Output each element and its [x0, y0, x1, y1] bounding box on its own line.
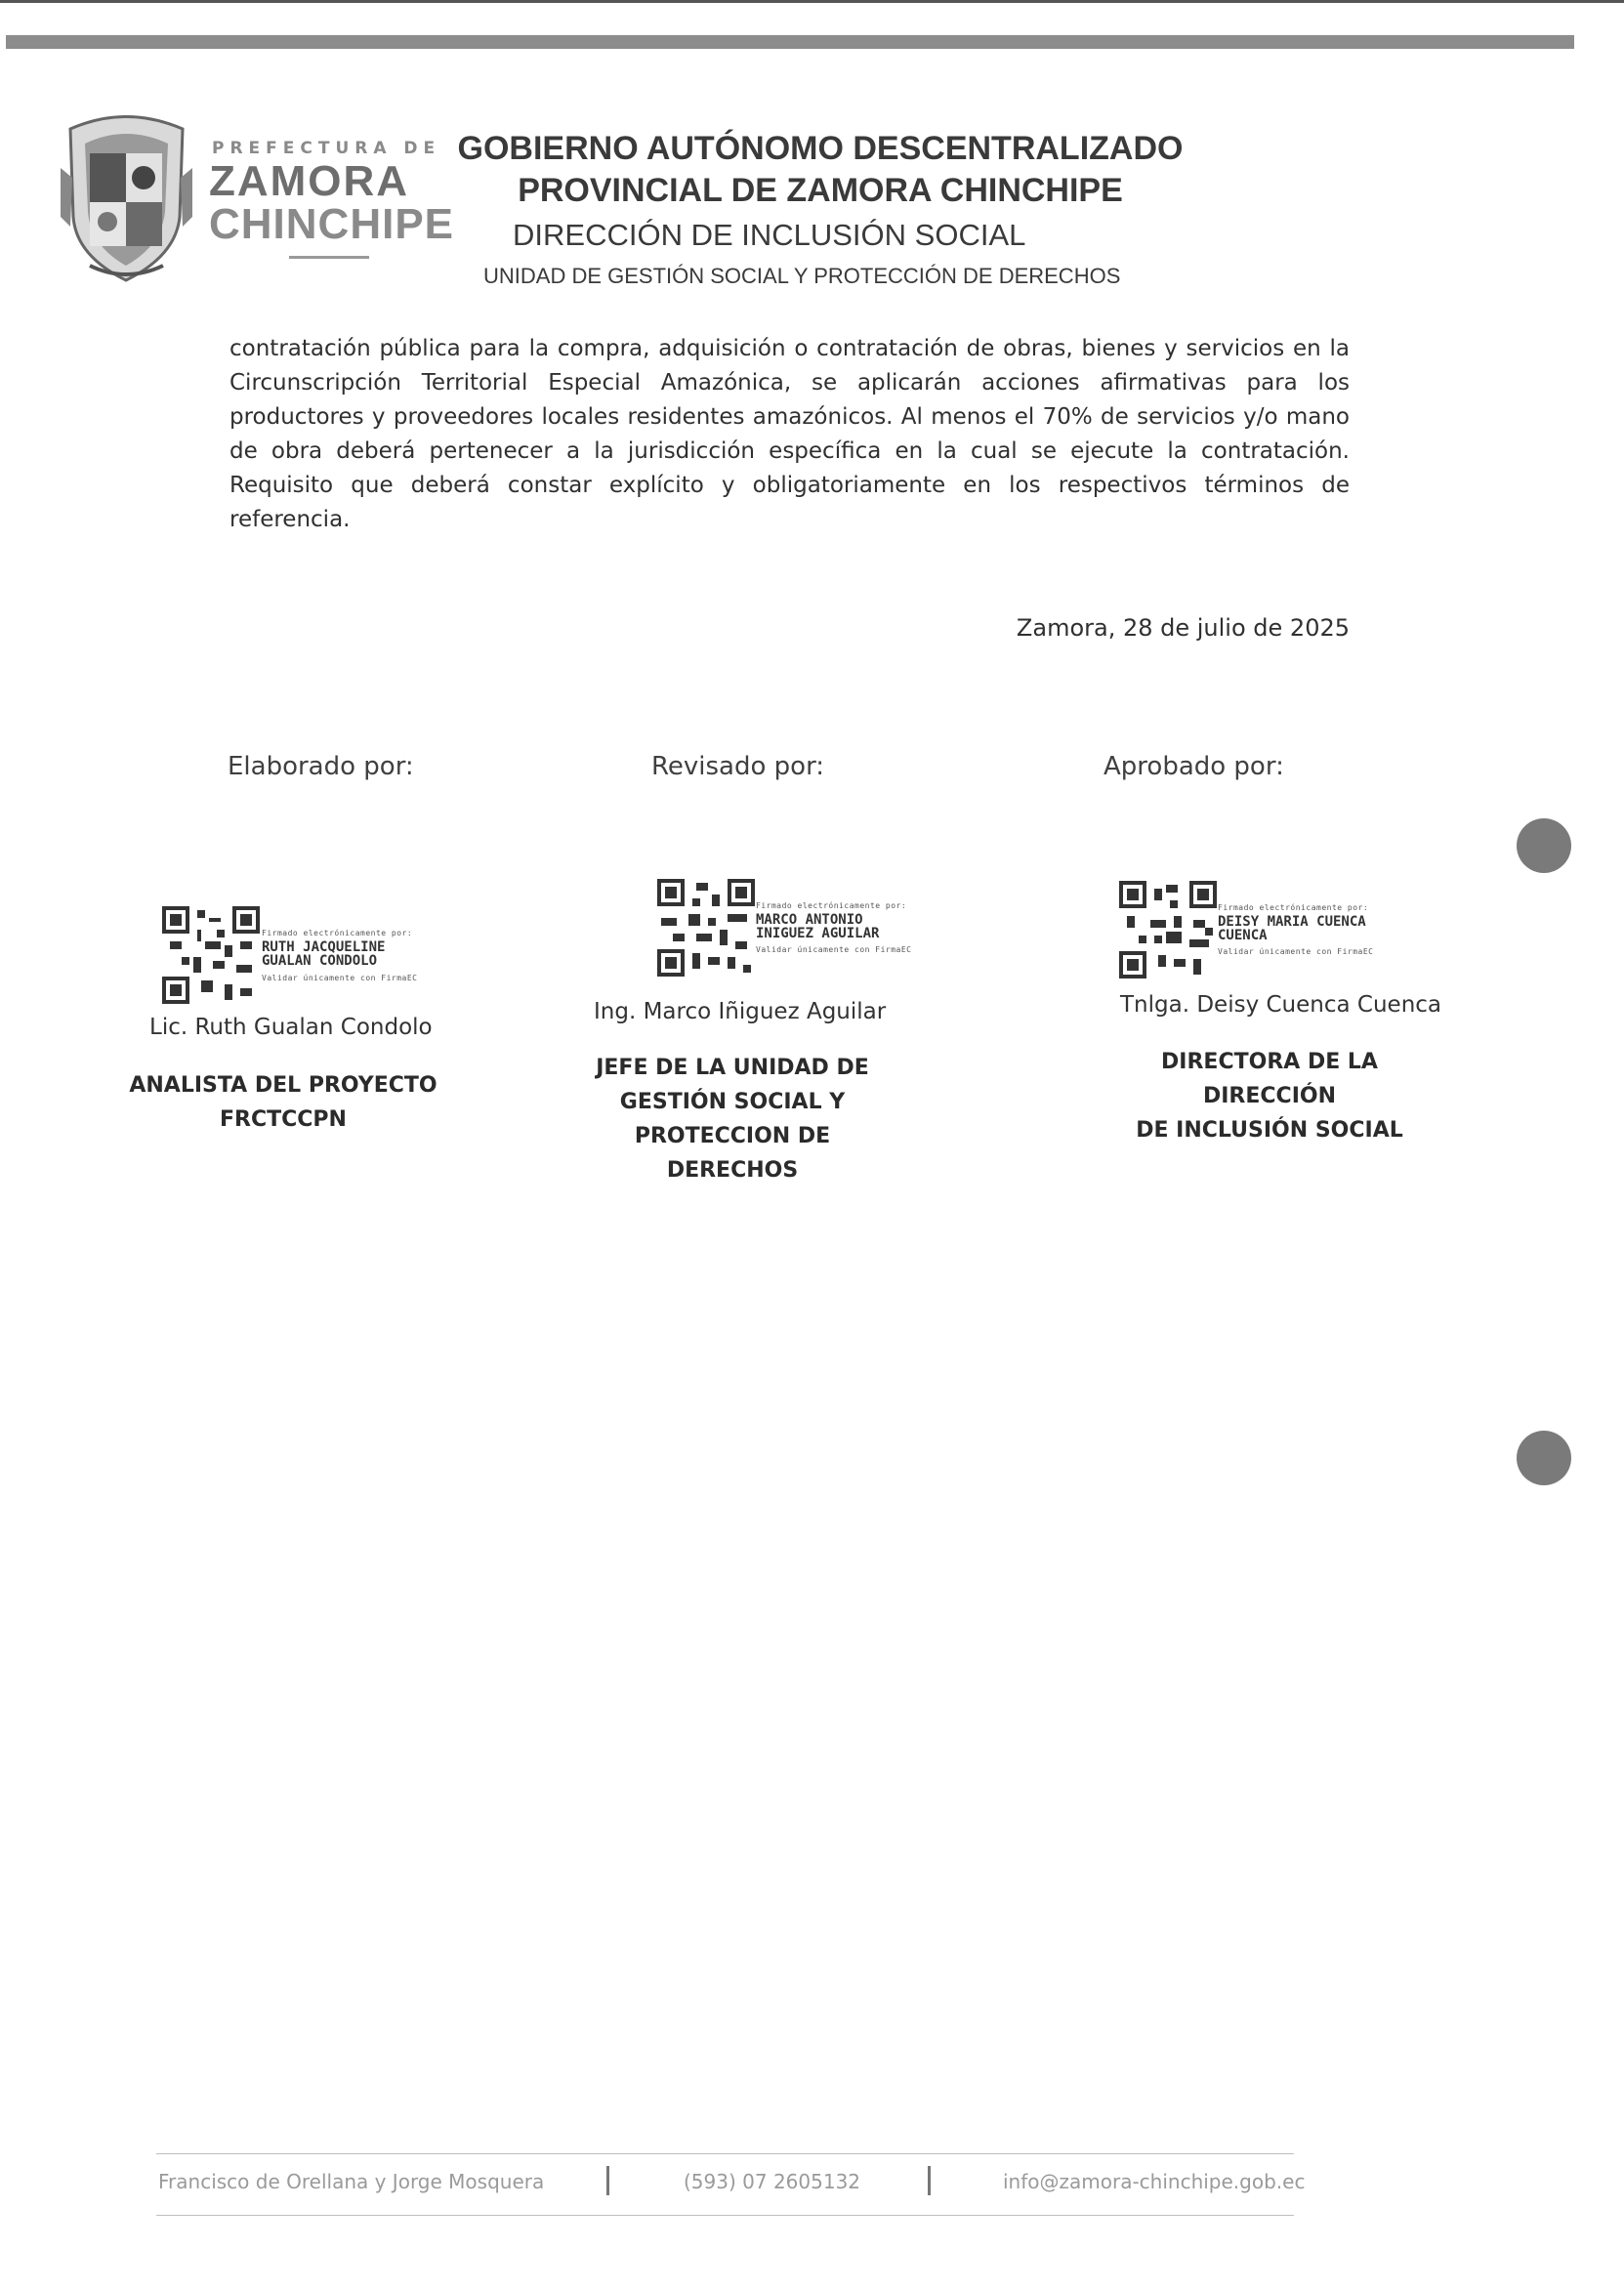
signer-title-line: JEFE DE LA UNIDAD DE	[596, 1056, 869, 1080]
punch-hole	[1517, 1431, 1571, 1485]
signer-title-line: ANALISTA DEL PROYECTO	[129, 1073, 437, 1098]
scan-top-edge	[0, 0, 1624, 3]
footer-email[interactable]: info@zamora-chinchipe.gob.ec	[1003, 2170, 1306, 2193]
qr-code-icon	[1119, 881, 1217, 978]
header-title-2: PROVINCIAL DE ZAMORA CHINCHIPE	[518, 172, 1123, 209]
logo-underline	[289, 256, 369, 259]
footer-separator	[928, 2166, 931, 2195]
approved-by-label: Aprobado por:	[1103, 752, 1284, 781]
footer-separator	[606, 2166, 609, 2195]
qr-signer-name-1: DEISY MARIA CUENCA	[1218, 914, 1366, 930]
signer-title	[127, 1068, 439, 1137]
signer-title	[1094, 1045, 1445, 1147]
qr-code-icon	[657, 879, 755, 977]
document-date: Zamora, 28 de julio de 2025	[1016, 614, 1350, 642]
reviewed-by-label: Revisado por:	[651, 752, 825, 781]
header-department: DIRECCIÓN DE INCLUSIÓN SOCIAL	[513, 218, 1026, 252]
header-title-1: GOBIERNO AUTÓNOMO DESCENTRALIZADO	[457, 130, 1184, 167]
qr-signer-name-1: RUTH JACQUELINE	[262, 939, 386, 955]
qr-validation-note: Validar únicamente con FirmaEC	[756, 945, 912, 954]
signer-title	[566, 1051, 898, 1187]
header-unit: UNIDAD DE GESTIÓN SOCIAL Y PROTECCIÓN DE DERECHOS	[483, 264, 1121, 288]
qr-signer-name-2: GUALAN CONDOLO	[262, 953, 378, 969]
signer-name: Ing. Marco Iñiguez Aguilar	[594, 999, 887, 1024]
footer-bottom-rule	[156, 2215, 1294, 2216]
body-paragraph: contratación pública para la compra, adquisición o contratación de obras, bienes y servicios en la Circunscripción Territorial Especial Amazónica, se aplicarán acciones afirmativas para los productores y proveedores locales residentes amazónicos. Al menos el 70% de servicios y/o mano de obra deberá pertenecer a la jurisdicción específica en la cual se ejecute la contratación. Requisito que deberá constar explícito y obligatoriamente en los respectivos términos de referencia.	[229, 336, 1350, 532]
qr-caption: Firmado electrónicamente por:	[1218, 903, 1369, 912]
signer-title-line: DE INCLUSIÓN SOCIAL	[1136, 1118, 1403, 1143]
signer-name: Tnlga. Deisy Cuenca Cuenca	[1120, 992, 1442, 1018]
punch-hole	[1517, 818, 1571, 873]
qr-validation-note: Validar únicamente con FirmaEC	[1218, 947, 1374, 956]
signer-title-line: GESTIÓN SOCIAL Y	[619, 1090, 846, 1114]
header-stripe	[6, 35, 1574, 49]
footer-address: Francisco de Orellana y Jorge Mosquera	[158, 2170, 545, 2193]
coat-of-arms-icon	[61, 109, 192, 283]
qr-caption: Firmado electrónicamente por:	[262, 929, 413, 937]
footer-phone: (593) 07 2605132	[684, 2170, 861, 2193]
logo-line-1: ZAMORA	[209, 157, 410, 205]
qr-signer-name-1: MARCO ANTONIO	[756, 912, 863, 928]
signer-title-line: PROTECCION DE DERECHOS	[634, 1124, 831, 1183]
qr-signer-name-2: CUENCA	[1218, 928, 1268, 943]
logo-subtitle: PREFECTURA DE	[212, 139, 441, 158]
qr-code-icon	[162, 906, 260, 1004]
qr-signer-name-2: INIGUEZ AGUILAR	[756, 926, 880, 941]
footer-top-rule	[156, 2153, 1294, 2154]
logo-line-2: CHINCHIPE	[209, 200, 455, 248]
signer-title-line: DIRECTORA DE LA DIRECCIÓN	[1161, 1050, 1378, 1108]
elaborated-by-label: Elaborado por:	[228, 752, 414, 781]
qr-caption: Firmado electrónicamente por:	[756, 901, 907, 910]
signer-title-line: FRCTCCPN	[220, 1107, 347, 1132]
qr-validation-note: Validar únicamente con FirmaEC	[262, 974, 418, 982]
signer-name: Lic. Ruth Gualan Condolo	[149, 1015, 433, 1040]
